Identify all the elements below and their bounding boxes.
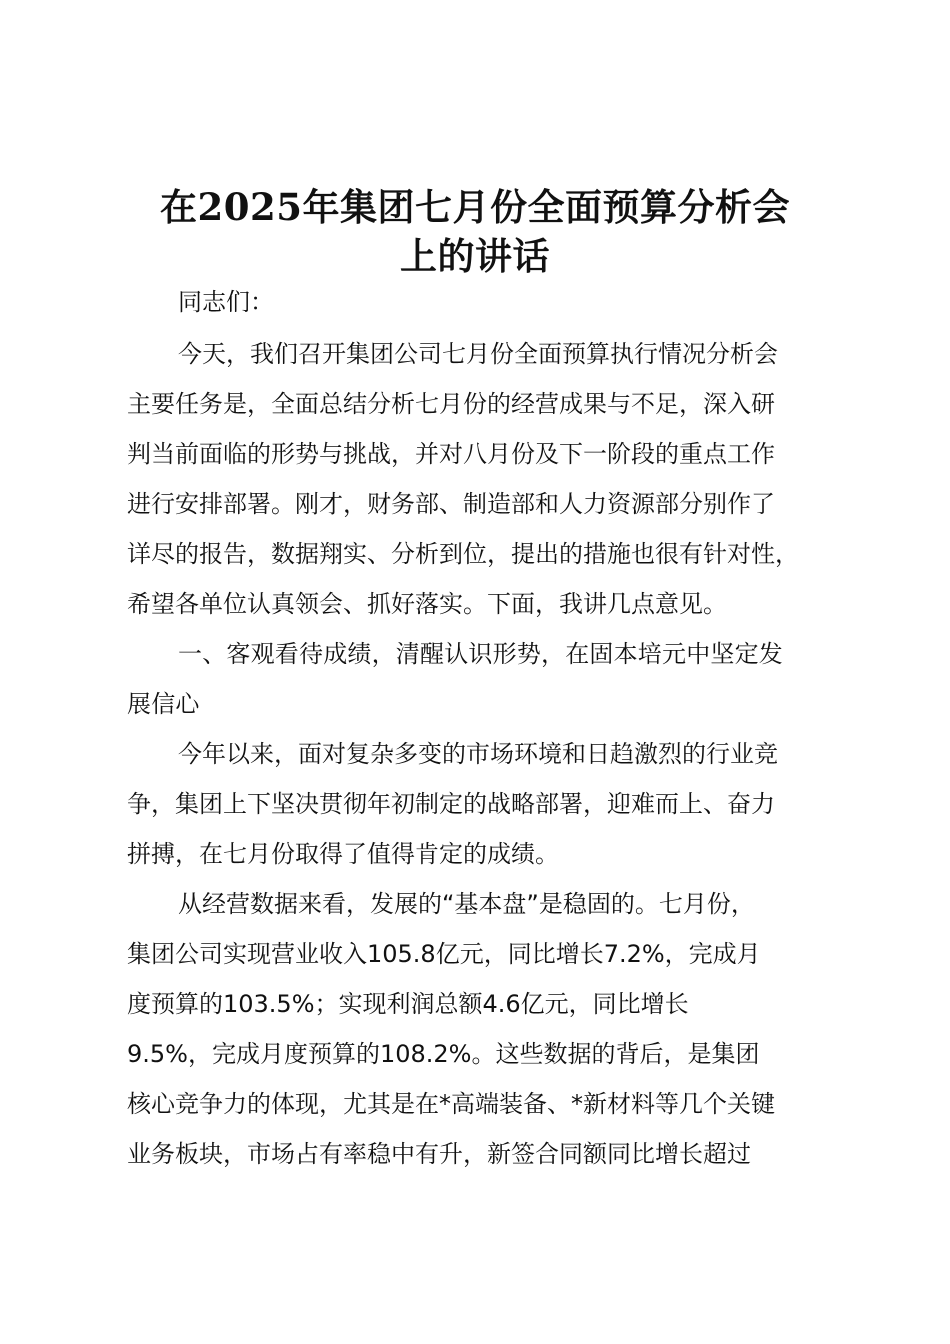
paragraph-line: 集团公司实现营业收入105.8亿元，同比增长7.2%，完成月	[127, 940, 761, 968]
paragraph-line: 判当前面临的形势与挑战，并对八月份及下一阶段的重点工作	[127, 440, 775, 468]
section-heading-line: 一、客观看待成绩，清醒认识形势，在固本培元中坚定发	[178, 640, 783, 668]
paragraph-line: 从经营数据来看，发展的“基本盘”是稳固的。七月份，	[178, 890, 755, 918]
paragraph-line: 详尽的报告，数据翔实、分析到位，提出的措施也很有针对性，	[127, 540, 799, 568]
title-line-1: 在2025年集团七月份全面预算分析会	[160, 185, 790, 229]
paragraph-line: 今年以来，面对复杂多变的市场环境和日趋激烈的行业竞	[178, 740, 778, 768]
paragraph-line: 希望各单位认真领会、抓好落实。下面，我讲几点意见。	[127, 590, 727, 618]
paragraph-line: 9.5%，完成月度预算的108.2%。这些数据的背后，是集团	[127, 1040, 760, 1068]
title-line-2: 上的讲话	[400, 234, 550, 278]
paragraph-line: 今天，我们召开集团公司七月份全面预算执行情况分析会	[178, 340, 778, 368]
paragraph-line: 核心竞争力的体现，尤其是在*高端装备、*新材料等几个关键	[127, 1090, 775, 1118]
paragraph-line: 争，集团上下坚决贯彻年初制定的战略部署，迎难而上、奋力	[127, 790, 775, 818]
paragraph-line: 拼搏，在七月份取得了值得肯定的成绩。	[127, 840, 559, 868]
document-title	[120, 183, 830, 281]
paragraph-line: 主要任务是，全面总结分析七月份的经营成果与不足，深入研	[127, 390, 775, 418]
paragraph-line: 进行安排部署。刚才，财务部、制造部和人力资源部分别作了	[127, 490, 775, 518]
salutation: 同志们：	[178, 288, 274, 316]
paragraph-line: 业务板块，市场占有率稳中有升，新签合同额同比增长超过	[127, 1140, 751, 1168]
paragraph-line: 度预算的103.5%；实现利润总额4.6亿元，同比增长	[127, 990, 689, 1018]
section-heading-line: 展信心	[127, 690, 200, 718]
